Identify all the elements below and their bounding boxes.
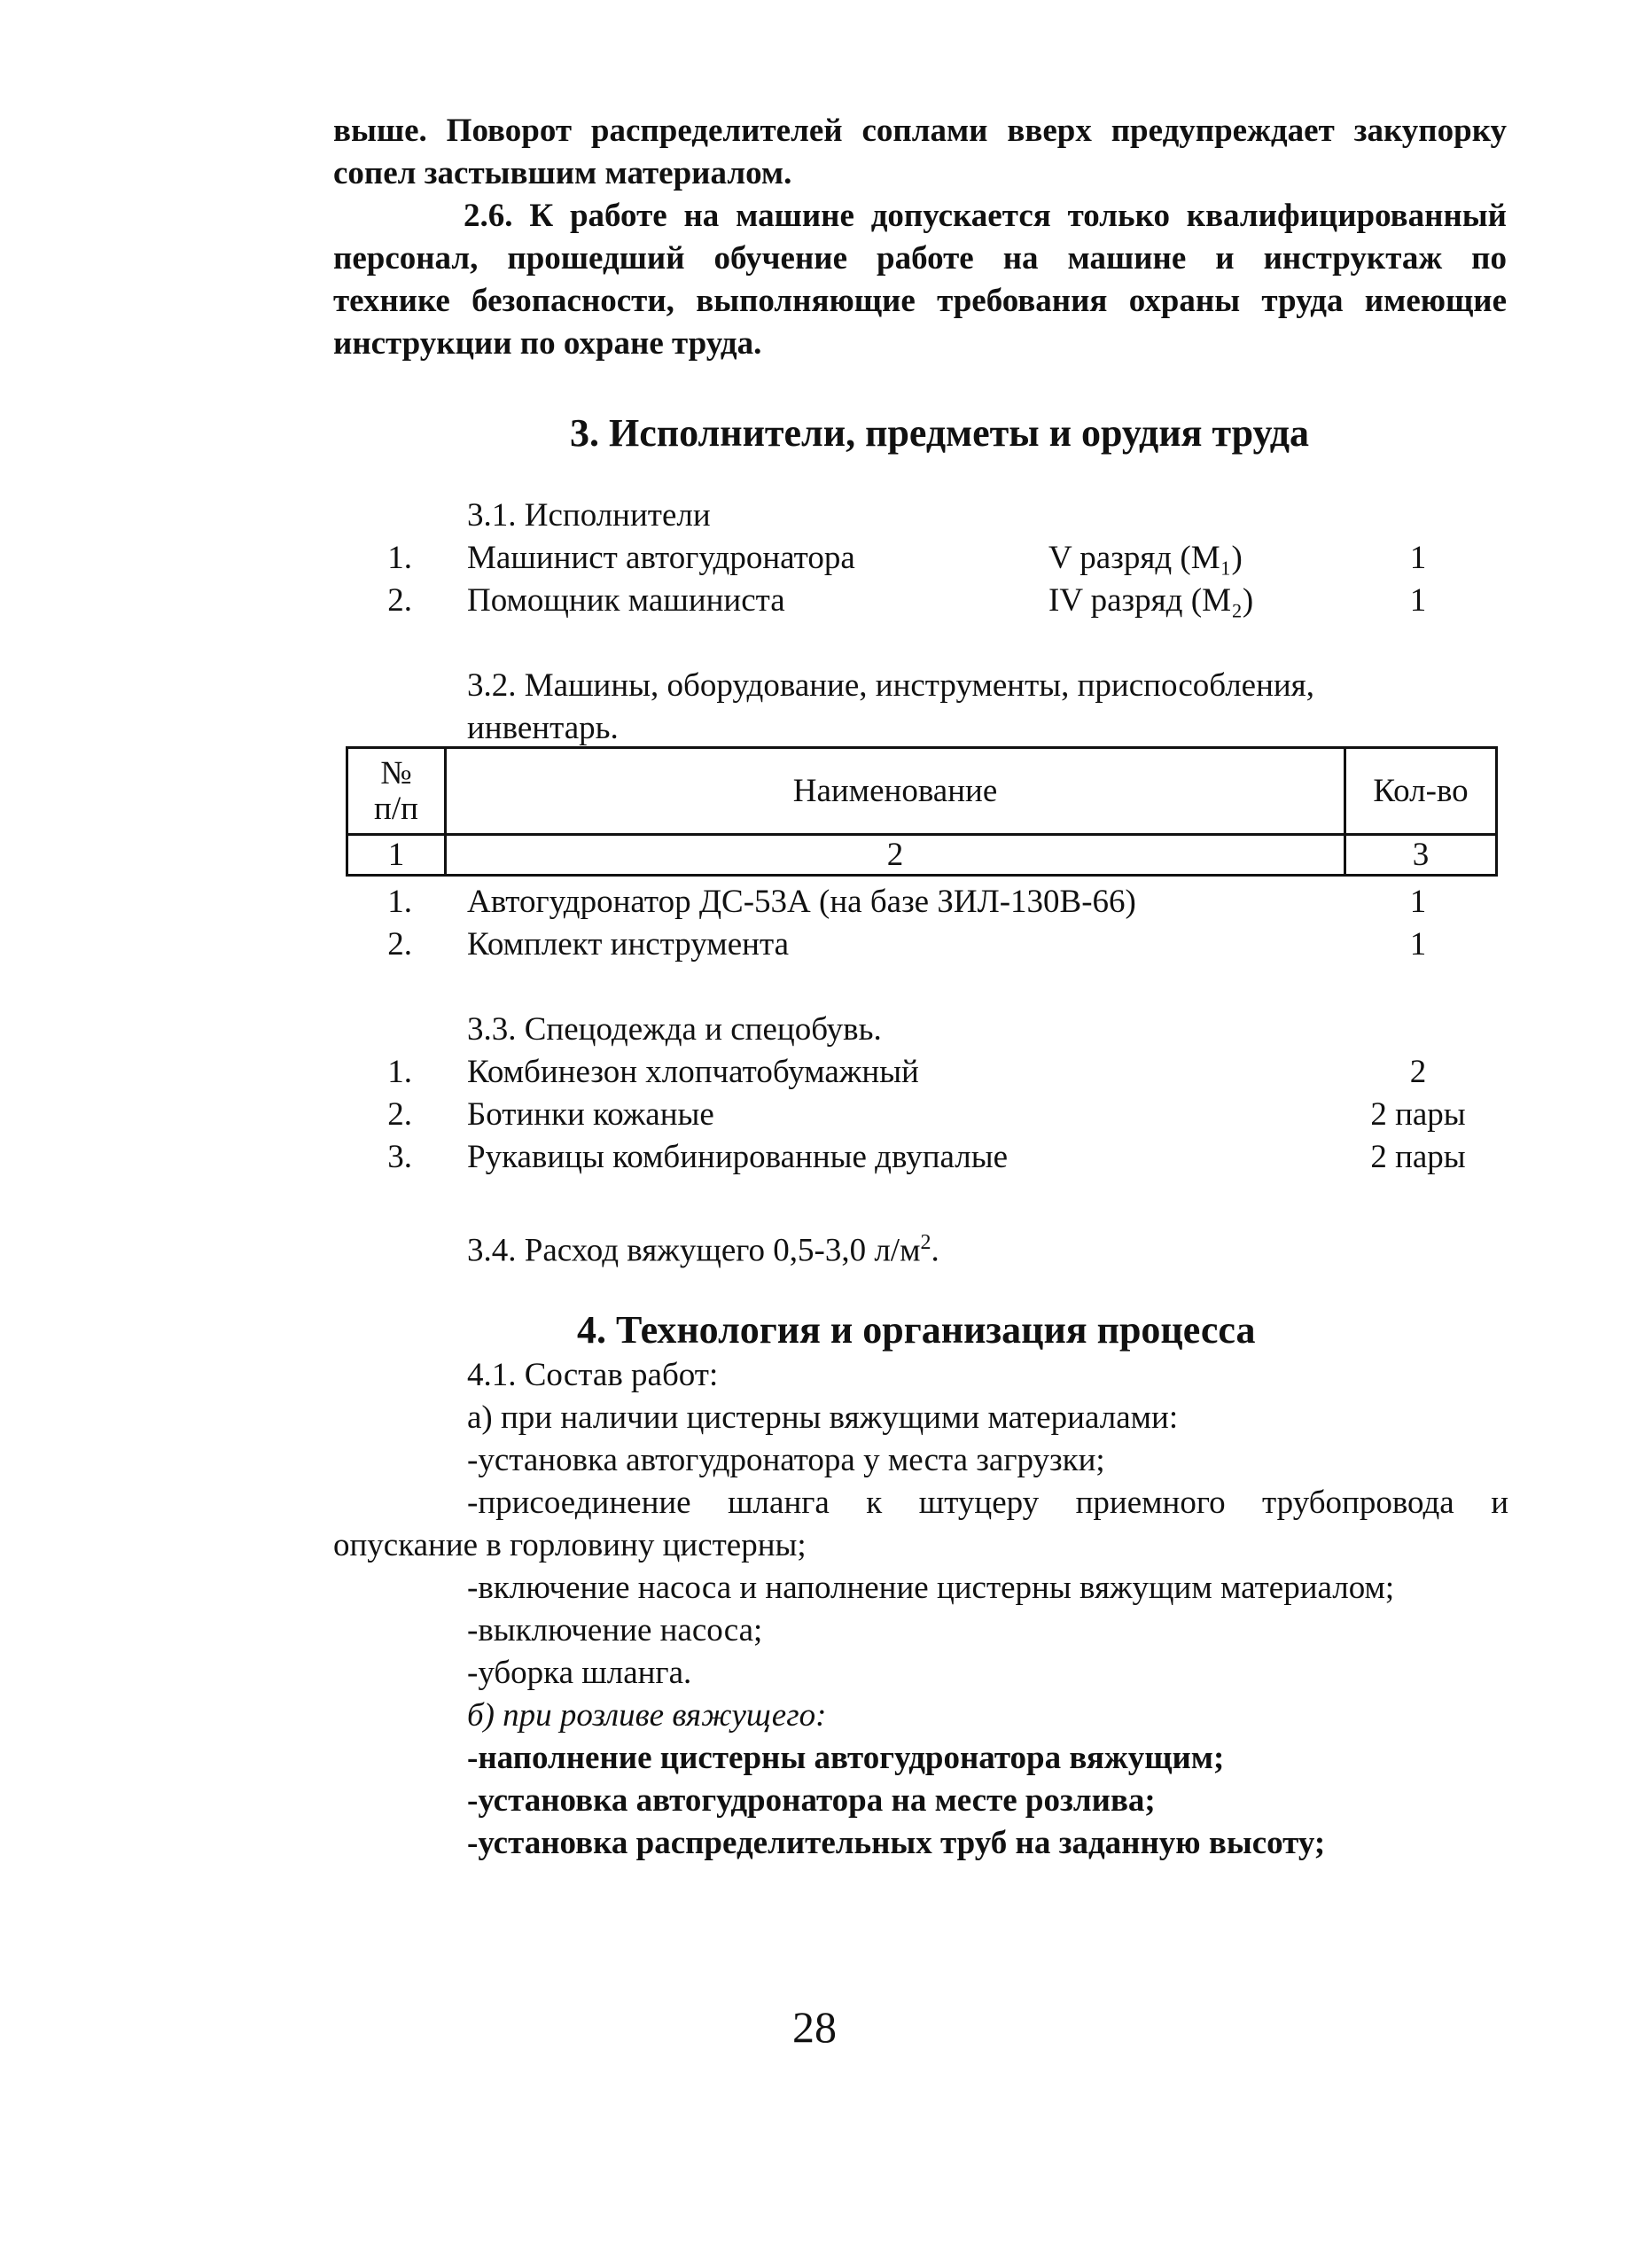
list-item-name: Помощник машиниста [467,582,785,619]
table-header-num: № п/п [347,748,446,835]
list-item-number: 2. [387,926,412,963]
text-line: выше. Поворот распределителей соплами вверх предупреждает закупорку [333,113,1507,149]
list-item-number: 1. [387,1054,412,1090]
list-item-count: 2 пары [1370,1096,1466,1133]
table-header-qty: Кол-во [1345,748,1497,835]
text-line: -присоединение шланга к штуцеру приемного трубопровода и [467,1485,1508,1521]
list-item-number: 2. [387,582,412,619]
list-item-count: 1 [1409,540,1427,576]
list-item-grade: V разряд (М₁) [1048,540,1243,576]
section-heading: 4. Технология и организация процесса [577,1308,1256,1352]
list-item-name: Ботинки кожаные [467,1096,714,1133]
list-item-name: Машинист автогудронатора [467,540,855,576]
text-line: -установка распределительных труб на заданную высоту; [467,1825,1326,1861]
section-heading: 3. Исполнители, предметы и орудия труда [570,411,1310,455]
text-line: -уборка шланга. [467,1655,692,1691]
list-item-name: Комплект инструмента [467,926,789,963]
text-line: -наполнение цистерны автогудронатора вяжущим; [467,1740,1225,1776]
list-item-count: 1 [1409,884,1427,920]
text-line: технике безопасности, выполняющие требования охраны труда имеющие [333,283,1507,319]
list-item-count: 2 [1409,1054,1427,1090]
subsection-heading: 3.3. Спецодежда и спецобувь. [467,1011,882,1048]
subsection-heading: 3.2. Машины, оборудование, инструменты, приспособления, [467,667,1314,704]
subsection-heading: инвентарь. [467,710,619,746]
text-line: 2.6. К работе на машине допускается только квалифицированный [464,198,1507,234]
table-index-cell: 3 [1345,835,1497,876]
list-item-number: 1. [387,540,412,576]
equipment-table-header [346,746,1498,877]
list-item-name: Рукавицы комбинированные двупалые [467,1139,1008,1175]
table-index-cell: 2 [446,835,1345,876]
text-line: сопел застывшим материалом. [333,155,792,191]
list-item-number: 1. [387,884,412,920]
text-line: -установка автогудронатора на месте розлива; [467,1782,1156,1819]
table-header-name: Наименование [446,748,1345,835]
text-line: б) при розливе вяжущего: [467,1697,827,1734]
list-item-name: Комбинезон хлопчатобумажный [467,1054,919,1090]
page-number: 28 [792,2002,837,2052]
text-line: -установка автогудронатора у места загрузки; [467,1442,1105,1478]
text-line: а) при наличии цистерны вяжущими материалами: [467,1399,1179,1436]
list-item-count: 2 пары [1370,1139,1466,1175]
text-line: опускание в горловину цистерны; [333,1527,807,1563]
list-item-name: Автогудронатор ДС-53А (на базе ЗИЛ-130В-66) [467,884,1136,920]
list-item-number: 2. [387,1096,412,1133]
list-item-grade: IV разряд (М₂) [1048,582,1254,619]
list-item-count: 1 [1409,926,1427,963]
list-item-number: 3. [387,1139,412,1175]
text-line: персонал, прошедший обучение работе на машине и инструктаж по [333,240,1507,277]
text-line: инструкции по охране труда. [333,325,762,362]
text-line: 4.1. Состав работ: [467,1357,719,1393]
text-line: -выключение насоса; [467,1612,763,1648]
table-index-cell: 1 [347,835,446,876]
list-item-count: 1 [1409,582,1427,619]
consumption-line: 3.4. Расход вяжущего 0,5-3,0 $л/м^2$. [467,1231,939,1269]
text-line: -включение насоса и наполнение цистерны вяжущим материалом; [467,1570,1395,1606]
subsection-heading: 3.1. Исполнители [467,497,711,534]
